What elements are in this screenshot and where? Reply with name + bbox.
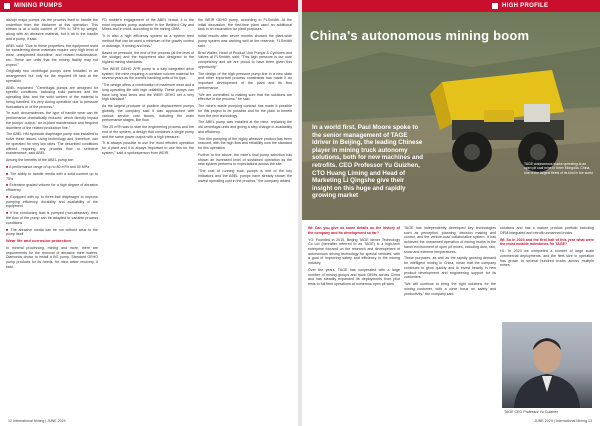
bullet-square-icon: ■	[6, 211, 11, 216]
interview-question: IM: So in 2023 and the first half of this year what were the most notable milestones for TAGE?	[500, 237, 594, 247]
section-header-left	[0, 0, 298, 12]
paragraph: These purposes, as well as the rapidly growing demand for intelligent mining in China, mean that the company continues to grow quickly and to invest heavily in new product development and engineering support for its customers.	[404, 256, 496, 280]
paragraph: In mineral processing, mining and more, there are requirements for the removal of abrasive mine waters, Diamonds chose to install a BG pump. Standard GEHO pump products for its needs, for mine water recovery, it said.	[6, 245, 98, 269]
person-portrait-illustration	[502, 322, 592, 408]
paragraph: "It is always possible to use the most efficient operation for a plant and it is always important to use this for the system," said a spokesperson from WEIR.	[102, 141, 194, 155]
right-column-2	[404, 226, 496, 298]
bullet-item: ■ Equipped with up to three-ball diaphragm to improve pumping efficiency, durability and availability of the equipment	[6, 195, 98, 209]
paragraph: "We will continue to bring the right solutions for the mining customer, with a clear focus on safety and productivity," the company said.	[404, 282, 496, 296]
bullet-item: ■ A performance range of up to 80 m³/h and 50 MPa	[6, 165, 90, 169]
section-square-icon	[4, 3, 10, 9]
paragraph: Thin film pumping of the highly abrasive product has been reduced, with the high flow and reliability now the standard for this operation.	[198, 136, 292, 151]
interview-question: IM: Can you give us some details on the history of the company and its development so far?	[308, 226, 400, 235]
paragraph: The ABEL HM hydraulic diaphragm pump was installed to solve these issues, using technology and, therefore, can be operated for very low rates. The described conditions without requiring any process flow or selective maintenance, said ABEL.	[6, 132, 98, 156]
bullet-item: ■ The ability to handle media with a solid content up to 75%	[6, 171, 98, 181]
paragraph: The ABEL pump was installed at the mine, replacing the old centrifugal units and giving a step change in availability and efficiency.	[198, 120, 292, 134]
paragraph: FD mobile's engagement of the ABEL brand, it is the most important pump customer in the Bedford City and Mines and in mind, according to the mining GMA.	[102, 18, 194, 32]
left-column-3	[198, 18, 292, 186]
bullet-square-icon: ■	[6, 227, 11, 232]
paragraph: ABEL said: "Due to these properties, the equipment used for transferring these materials require very high level of wear, unexpected downtime, and related maintenance, etc. These are units that the mining facility may not expect."	[6, 43, 98, 67]
section-header-right	[302, 0, 600, 12]
section-title: MINING PUMPS	[14, 3, 63, 9]
paragraph: The 25 m³/h was to start the engineering process and the end of the system, a design that combines a single pump and the same power output with a high pressure.	[102, 125, 194, 139]
paragraph: Further to the above, the mine's final pump selection has shown an increased level of sustained operation as the new system performs to expectations across the site.	[198, 153, 292, 167]
section-title: HIGH PROFILE	[502, 3, 549, 9]
subheading: Wear life and corrosion protection	[6, 238, 72, 244]
right-column-3	[500, 226, 594, 270]
page-footer-left: 12 International Mining | JUNE 2024	[8, 419, 66, 423]
left-column-2	[102, 18, 194, 158]
bullet-item: ■ If the conducting fluid is pumped (non-abrasive), then the flow of the pump can be adapted to variable process conditions	[6, 211, 99, 225]
portrait-photo	[502, 322, 592, 408]
paragraph: Over the years, TAGE has cooperated with a large number of mining groups and truck OEMs across China and has steadily expanded its deployments from pilot tests to full fleet operations at numerous open pit sites.	[308, 268, 400, 287]
paragraph: YG: Founded in 2015, Beijing TAGE Idriver Technology Co Ltd (hereafter referred to as TAGE) is a high-tech enterprise focused on the research and development of autonomous driving technology for special vehicles, with a goal of improving safety and efficiency in the mining industry.	[308, 237, 400, 266]
left-column-1	[6, 18, 98, 272]
portrait-caption: TAGE CEO Professor Yu Guizhen	[504, 410, 559, 414]
bullet-square-icon: ■	[6, 171, 10, 176]
paragraph: Based on pressure, the end of the process (at the level of the sludge) and the equipment also designed to the highest mining standards.	[102, 50, 194, 64]
paragraph: "We are committed to making sure that the solutions are effective in the process," he said.	[198, 92, 292, 102]
paragraph: solutions and has a mature product portfolio including OEM-integrated and retrofit unmanned trucks.	[500, 226, 594, 235]
paragraph: "In such circumstances, the type of handle wear can be performance dramatically reduced, which directly impact the pumps' output," an in-plant maintenance and frequent downtime of the related production line."	[6, 111, 98, 130]
paragraph: "The cost of running such pumps is one of the key indicators and the ABEL pumps have already shown the lowest operating cost in the process," the company added.	[198, 169, 292, 183]
bullet-square-icon: ■	[6, 183, 10, 188]
section-square-icon	[492, 3, 498, 9]
paragraph: "It is also a high efficiency system as a system feed method that can be used a minimum of the gravity control or drainage, if mining and less."	[102, 34, 194, 48]
paragraph: Initial results after seven months showed the plant-wide pump system was working well at the reservoir, FLSmidth said.	[198, 34, 292, 48]
article-standfirst: In a world first, Paul Moore spoke to the senior management of TAGE Idriver in Beijing, the leading Chinese player in mining truck autonomy solutions, both for new machines and retrofits. CEO Professor Yu Guizhen, CTO Huang Liming and Head of Marketing Li Qingshe give their insight on this huge and rapidly growing market	[312, 124, 424, 200]
article-title: China's autonomous mining boom	[310, 28, 530, 43]
paragraph: TAGE has independently developed key technologies such as perception, planning, decision making and control, and the vehicle-road collaborative system. It has achieved the unmanned operation of mining trucks in the harsh environment of open pit mines, including dust, rain, snow and extreme temperatures.	[404, 226, 496, 254]
paragraph: HL: In 2023 we completed a number of large scale commercial deployments, and the fleet size in operation has grown to several hundred trucks across multiple mines.	[500, 249, 594, 268]
bullet-item: ■ The abrasive media can be run without wear to the pump itself.	[6, 227, 98, 237]
bullet-square-icon: ■	[6, 195, 11, 200]
paragraph: As the largest producer of positive displacement pumps globally, the company said it was approached with various service cost issues, including the main performance stages, like flow.	[102, 104, 194, 123]
bullet-item: ■ Extensive graded volume for a high degree of abrasive efficiency	[6, 183, 98, 193]
paragraph: Among the benefits of the ABEL pump are:	[6, 158, 74, 163]
paragraph: Brad Walter, Head of Product Unit Pumps & Cyclones and Valves at FLSmidth, said: "This high pressure is our core competency and we are proud to have been given this opportunity."	[198, 50, 292, 69]
right-page	[302, 0, 600, 426]
hero-photo	[302, 12, 600, 220]
paragraph: The mine's waste pumping contract has made it possible for this project to be possible and for the plant to benefit from the new technology.	[198, 104, 292, 118]
paragraph: The design of the high pressure pump line in a new state and other important process constraints has made it an important development of the plant and its flow performance.	[198, 71, 292, 90]
paragraph: disrupt major pumps via the process itself to handle the underflow from the thickener at this operation. This stream is at a solid content of 75% to 78% by weight, along with an abrasive material, but it all is the handle and a pump, it said.	[6, 18, 98, 41]
paragraph: The WEIR GEHO ZPR pump is a fully integrated drive system, the mine requiring a constant volume material for several years as the world's handling units of its type.	[102, 66, 194, 81]
photo-caption: TAGE autonomous trucks operating at an open pit coal mine in Inner Mongolia, China, one of the largest fleets of its kind in the world	[524, 162, 593, 175]
paragraph: ABEL explained: "Centrifugal pumps are designed for specific conditions, including solid particles and the operating flow, and the solid content of the material is being handled. It's very during operation due to pressure fluctuations or of the process."	[6, 85, 98, 109]
left-page	[0, 0, 298, 426]
page-footer-right: JUNE 2024 | International Mining 13	[534, 419, 592, 423]
right-column-1	[308, 226, 400, 289]
paragraph: the WEIR GEHO pump, according to FLSmidth. At the initial discussion, the first-time plant used an additional tank in an excavation for plant purposes.	[198, 18, 292, 32]
bullet-square-icon: ■	[6, 165, 9, 169]
paragraph: Originally two centrifugal pumps were installed in an arrangement but only for the required lift task at the operation.	[6, 69, 98, 83]
paragraph: "The design offers a combination of maximum wear and a long operating life with high reliability. These pumps can have long lead times and the WEIR GEHO set a very high standard."	[102, 83, 194, 102]
